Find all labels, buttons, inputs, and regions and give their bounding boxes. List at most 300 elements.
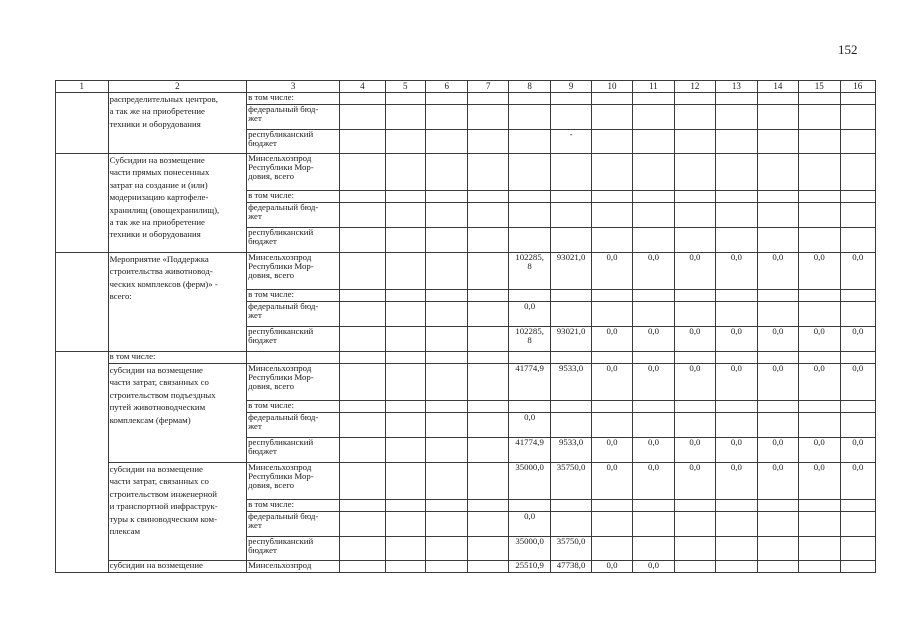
header-row [56, 81, 876, 93]
cell-source: федеральный бюд- жет [247, 105, 340, 130]
cell-value-col-6 [426, 203, 468, 228]
cell-value-col-15 [799, 500, 840, 512]
cell-value-col-4 [340, 500, 385, 512]
cell-value-col-16: 0,0 [840, 364, 875, 401]
table-row [56, 561, 876, 573]
cell-value-col-15 [799, 130, 840, 154]
cell-value-col-6 [426, 290, 468, 302]
cell-source: в том числе: [247, 93, 340, 105]
cell-value-col-16 [840, 105, 875, 130]
cell-value-col-4 [340, 130, 385, 154]
cell-value-col-13: 0,0 [716, 438, 757, 463]
cell-value-col-6 [426, 352, 468, 364]
cell-value-col-16 [840, 500, 875, 512]
cell-description: распределительных центров, а так же на приобретение техники и оборудования [108, 93, 247, 154]
column-header: 16 [840, 81, 875, 93]
cell-value-col-15 [799, 105, 840, 130]
cell-value-col-8: 35000,0 [508, 463, 550, 500]
cell-value-col-5 [385, 154, 425, 191]
cell-value-col-15 [799, 228, 840, 253]
cell-number [56, 253, 109, 352]
cell-value-col-9 [551, 290, 591, 302]
cell-value-col-9 [551, 413, 591, 438]
cell-value-col-15: 0,0 [799, 327, 840, 352]
cell-value-col-12 [674, 500, 715, 512]
cell-value-col-13 [716, 191, 757, 203]
cell-value-col-8 [508, 290, 550, 302]
cell-value-col-4 [340, 401, 385, 413]
cell-value-col-10: 0,0 [591, 463, 632, 500]
cell-value-col-14 [757, 512, 798, 537]
cell-value-col-12 [674, 302, 715, 327]
cell-value-col-6 [426, 130, 468, 154]
cell-source: республиканский бюджет [247, 327, 340, 352]
cell-value-col-5 [385, 105, 425, 130]
cell-value-col-15 [799, 154, 840, 191]
cell-value-col-12 [674, 228, 715, 253]
cell-value-col-6 [426, 191, 468, 203]
cell-value-col-16 [840, 537, 875, 561]
cell-value-col-8: 25510,9 [508, 561, 550, 573]
cell-source: Минсельхозпрод [247, 561, 340, 573]
cell-value-col-7 [468, 228, 508, 253]
cell-value-col-11: 0,0 [633, 463, 674, 500]
cell-value-col-5 [385, 413, 425, 438]
cell-value-col-5 [385, 327, 425, 352]
cell-value-col-9 [551, 154, 591, 191]
cell-value-col-14 [757, 191, 798, 203]
column-header: 11 [633, 81, 674, 93]
cell-source: республиканский бюджет [247, 438, 340, 463]
cell-source: в том числе: [247, 500, 340, 512]
cell-value-col-4 [340, 253, 385, 290]
cell-value-col-15 [799, 290, 840, 302]
cell-value-col-11: 0,0 [633, 364, 674, 401]
column-header: 4 [340, 81, 385, 93]
cell-value-col-7 [468, 327, 508, 352]
cell-value-col-11: 0,0 [633, 561, 674, 573]
cell-value-col-16 [840, 93, 875, 105]
cell-value-col-15 [799, 203, 840, 228]
cell-source: республиканский бюджет [247, 537, 340, 561]
cell-value-col-8 [508, 93, 550, 105]
cell-value-col-7 [468, 401, 508, 413]
table-row [56, 253, 876, 290]
cell-value-col-9: 9533,0 [551, 438, 591, 463]
cell-value-col-5 [385, 512, 425, 537]
cell-value-col-8 [508, 401, 550, 413]
cell-source: Минсельхозпрод Республики Мор- довия, всего [247, 364, 340, 401]
cell-value-col-7 [468, 203, 508, 228]
cell-value-col-13: 0,0 [716, 364, 757, 401]
cell-value-col-12: 0,0 [674, 463, 715, 500]
table-row [56, 463, 876, 500]
cell-value-col-7 [468, 290, 508, 302]
cell-value-col-12 [674, 93, 715, 105]
cell-description: субсидии на возмещение части затрат, связанных со строительством подъездных путей животноводческим комплексам (фермам) [108, 364, 247, 463]
cell-source: Минсельхозпрод Республики Мор- довия, всего [247, 253, 340, 290]
cell-value-col-8: 41774,9 [508, 438, 550, 463]
column-header: 12 [674, 81, 715, 93]
cell-value-col-14 [757, 413, 798, 438]
cell-value-col-8: 0,0 [508, 512, 550, 537]
cell-value-col-15 [799, 401, 840, 413]
cell-value-col-12 [674, 401, 715, 413]
cell-value-col-16 [840, 561, 875, 573]
cell-value-col-14 [757, 154, 798, 191]
column-header: 7 [468, 81, 508, 93]
column-header: 15 [799, 81, 840, 93]
cell-value-col-6 [426, 253, 468, 290]
cell-value-col-5 [385, 191, 425, 203]
cell-value-col-6 [426, 401, 468, 413]
cell-value-col-11 [633, 290, 674, 302]
cell-value-col-5 [385, 401, 425, 413]
cell-description: субсидии на возмещение [108, 561, 247, 573]
cell-value-col-12 [674, 512, 715, 537]
cell-value-col-11 [633, 352, 674, 364]
cell-value-col-5 [385, 438, 425, 463]
cell-value-col-16 [840, 130, 875, 154]
cell-value-col-14 [757, 228, 798, 253]
cell-value-col-8 [508, 228, 550, 253]
cell-value-col-4 [340, 413, 385, 438]
cell-value-col-9 [551, 302, 591, 327]
cell-value-col-6 [426, 93, 468, 105]
column-header: 3 [247, 81, 340, 93]
cell-value-col-4 [340, 228, 385, 253]
cell-value-col-13 [716, 154, 757, 191]
cell-value-col-7 [468, 413, 508, 438]
column-header: 10 [591, 81, 632, 93]
cell-value-col-15 [799, 512, 840, 537]
cell-value-col-6 [426, 500, 468, 512]
cell-value-col-4 [340, 438, 385, 463]
column-header: 6 [426, 81, 468, 93]
cell-value-col-10 [591, 352, 632, 364]
cell-value-col-16 [840, 512, 875, 537]
cell-value-col-9 [551, 352, 591, 364]
cell-value-col-11: 0,0 [633, 327, 674, 352]
cell-value-col-16 [840, 191, 875, 203]
cell-source: республиканский бюджет [247, 130, 340, 154]
cell-value-col-10 [591, 302, 632, 327]
cell-value-col-8 [508, 130, 550, 154]
cell-value-col-16 [840, 290, 875, 302]
budget-table [55, 80, 876, 573]
cell-value-col-16: 0,0 [840, 438, 875, 463]
cell-source: республиканский бюджет [247, 228, 340, 253]
cell-source: в том числе: [247, 290, 340, 302]
cell-value-col-8 [508, 352, 550, 364]
cell-description: Субсидии на возмещение части прямых понесенных затрат на создание и (или) модернизацию картофеле- хранилищ (овощехранилищ), а так же на приобретение техники и оборудования [108, 154, 247, 253]
cell-value-col-13 [716, 537, 757, 561]
cell-value-col-4 [340, 154, 385, 191]
cell-source: Минсельхозпрод Республики Мор- довия, всего [247, 154, 340, 191]
cell-value-col-6 [426, 438, 468, 463]
cell-value-col-15 [799, 537, 840, 561]
cell-value-col-5 [385, 561, 425, 573]
cell-value-col-9 [551, 512, 591, 537]
cell-value-col-12 [674, 130, 715, 154]
cell-number [56, 352, 109, 573]
cell-value-col-9 [551, 401, 591, 413]
cell-value-col-5 [385, 500, 425, 512]
cell-value-col-11 [633, 302, 674, 327]
cell-value-col-5 [385, 352, 425, 364]
cell-source: федеральный бюд- жет [247, 512, 340, 537]
cell-value-col-9: 93021,0 [551, 253, 591, 290]
cell-value-col-5 [385, 130, 425, 154]
cell-value-col-8: 102285, 8 [508, 327, 550, 352]
cell-value-col-16 [840, 413, 875, 438]
cell-value-col-15 [799, 302, 840, 327]
cell-value-col-13 [716, 93, 757, 105]
column-header: 8 [508, 81, 550, 93]
cell-value-col-8 [508, 203, 550, 228]
cell-value-col-10: 0,0 [591, 561, 632, 573]
cell-value-col-13 [716, 228, 757, 253]
cell-value-col-16 [840, 154, 875, 191]
cell-value-col-9: 9533,0 [551, 364, 591, 401]
cell-value-col-7 [468, 253, 508, 290]
cell-value-col-13 [716, 413, 757, 438]
cell-value-col-10: 0,0 [591, 438, 632, 463]
cell-value-col-12: 0,0 [674, 327, 715, 352]
cell-source: Минсельхозпрод Республики Мор- довия, всего [247, 463, 340, 500]
cell-value-col-14: 0,0 [757, 438, 798, 463]
cell-value-col-10 [591, 105, 632, 130]
cell-value-col-7 [468, 93, 508, 105]
cell-value-col-10 [591, 228, 632, 253]
cell-value-col-13 [716, 130, 757, 154]
cell-value-col-11: 0,0 [633, 438, 674, 463]
cell-value-col-14: 0,0 [757, 364, 798, 401]
cell-value-col-11 [633, 93, 674, 105]
cell-value-col-4 [340, 537, 385, 561]
cell-value-col-9 [551, 93, 591, 105]
column-header: 14 [757, 81, 798, 93]
cell-value-col-14: 0,0 [757, 253, 798, 290]
cell-value-col-15: 0,0 [799, 364, 840, 401]
cell-value-col-14 [757, 500, 798, 512]
cell-value-col-14 [757, 537, 798, 561]
cell-value-col-10 [591, 500, 632, 512]
cell-value-col-13 [716, 500, 757, 512]
cell-value-col-5 [385, 463, 425, 500]
cell-value-col-7 [468, 302, 508, 327]
cell-value-col-6 [426, 105, 468, 130]
cell-value-col-12: 0,0 [674, 253, 715, 290]
cell-value-col-13 [716, 352, 757, 364]
cell-value-col-4 [340, 302, 385, 327]
cell-value-col-13 [716, 401, 757, 413]
cell-value-col-12 [674, 191, 715, 203]
cell-value-col-13 [716, 561, 757, 573]
column-header: 2 [108, 81, 247, 93]
cell-value-col-7 [468, 463, 508, 500]
cell-value-col-9: 93021,0 [551, 327, 591, 352]
table-row [56, 352, 876, 364]
column-header: 1 [56, 81, 109, 93]
cell-number [56, 93, 109, 154]
cell-value-col-11 [633, 191, 674, 203]
cell-value-col-15 [799, 191, 840, 203]
cell-value-col-11 [633, 130, 674, 154]
cell-value-col-7 [468, 105, 508, 130]
cell-value-col-4 [340, 203, 385, 228]
cell-value-col-6 [426, 561, 468, 573]
cell-value-col-6 [426, 413, 468, 438]
cell-value-col-4 [340, 191, 385, 203]
cell-value-col-10 [591, 413, 632, 438]
cell-value-col-16 [840, 228, 875, 253]
cell-value-col-13 [716, 105, 757, 130]
cell-value-col-7 [468, 352, 508, 364]
cell-value-col-10 [591, 93, 632, 105]
cell-value-col-7 [468, 130, 508, 154]
cell-value-col-12 [674, 413, 715, 438]
cell-value-col-5 [385, 203, 425, 228]
cell-value-col-14 [757, 302, 798, 327]
cell-value-col-4 [340, 463, 385, 500]
cell-value-col-7 [468, 537, 508, 561]
cell-value-col-12 [674, 537, 715, 561]
cell-source: в том числе: [247, 401, 340, 413]
cell-value-col-8: 41774,9 [508, 364, 550, 401]
cell-value-col-11 [633, 228, 674, 253]
cell-value-col-12 [674, 290, 715, 302]
cell-value-col-6 [426, 512, 468, 537]
page-number: 152 [838, 42, 858, 57]
cell-value-col-6 [426, 364, 468, 401]
cell-value-col-10 [591, 130, 632, 154]
cell-value-col-8: 0,0 [508, 302, 550, 327]
cell-value-col-8 [508, 105, 550, 130]
cell-value-col-13 [716, 203, 757, 228]
cell-value-col-14: 0,0 [757, 463, 798, 500]
cell-value-col-14 [757, 93, 798, 105]
cell-value-col-14: 0,0 [757, 327, 798, 352]
cell-value-col-9: 35750,0 [551, 537, 591, 561]
cell-value-col-8: 102285, 8 [508, 253, 550, 290]
cell-value-col-11 [633, 105, 674, 130]
cell-value-col-14 [757, 130, 798, 154]
cell-value-col-5 [385, 537, 425, 561]
cell-value-col-9 [551, 191, 591, 203]
cell-value-col-15 [799, 561, 840, 573]
cell-value-col-10 [591, 401, 632, 413]
cell-value-col-10: 0,0 [591, 364, 632, 401]
cell-value-col-15 [799, 352, 840, 364]
table-row [56, 154, 876, 191]
cell-number [56, 154, 109, 253]
cell-value-col-9 [551, 203, 591, 228]
cell-value-col-4 [340, 352, 385, 364]
table-row [56, 364, 876, 401]
cell-value-col-6 [426, 154, 468, 191]
cell-value-col-15 [799, 413, 840, 438]
cell-value-col-14 [757, 290, 798, 302]
cell-value-col-15: 0,0 [799, 438, 840, 463]
cell-value-col-16: 0,0 [840, 463, 875, 500]
cell-description: Мероприятие «Поддержка строительства животновод- ческих комплексов (ферм)» - всего: [108, 253, 247, 352]
cell-value-col-6 [426, 228, 468, 253]
cell-value-col-14 [757, 203, 798, 228]
cell-value-col-11 [633, 154, 674, 191]
cell-description: субсидии на возмещение части затрат, связанных со строительством инженерной и транспортной инфраструк- туры к свиноводческим ком- плексам [108, 463, 247, 561]
cell-value-col-12 [674, 154, 715, 191]
cell-value-col-7 [468, 364, 508, 401]
cell-value-col-9 [551, 228, 591, 253]
cell-value-col-5 [385, 93, 425, 105]
cell-value-col-11 [633, 203, 674, 228]
cell-value-col-14 [757, 401, 798, 413]
cell-value-col-9 [551, 500, 591, 512]
cell-value-col-11 [633, 500, 674, 512]
cell-value-col-7 [468, 438, 508, 463]
cell-value-col-10 [591, 512, 632, 537]
cell-value-col-16: 0,0 [840, 253, 875, 290]
cell-value-col-13 [716, 512, 757, 537]
cell-value-col-7 [468, 154, 508, 191]
cell-value-col-10: 0,0 [591, 327, 632, 352]
column-header: 9 [551, 81, 591, 93]
cell-value-col-13 [716, 290, 757, 302]
cell-value-col-6 [426, 327, 468, 352]
cell-value-col-8 [508, 191, 550, 203]
table-row [56, 93, 876, 105]
cell-value-col-16 [840, 401, 875, 413]
column-header: 13 [716, 81, 757, 93]
cell-value-col-12: 0,0 [674, 438, 715, 463]
cell-source: федеральный бюд- жет [247, 302, 340, 327]
cell-value-col-11: 0,0 [633, 253, 674, 290]
cell-value-col-4 [340, 105, 385, 130]
cell-value-col-8 [508, 500, 550, 512]
cell-value-col-5 [385, 364, 425, 401]
cell-value-col-7 [468, 191, 508, 203]
cell-value-col-12 [674, 203, 715, 228]
cell-value-col-14 [757, 105, 798, 130]
cell-value-col-12 [674, 352, 715, 364]
cell-value-col-8: 0,0 [508, 413, 550, 438]
cell-value-col-11 [633, 537, 674, 561]
cell-value-col-10 [591, 537, 632, 561]
cell-value-col-5 [385, 290, 425, 302]
cell-value-col-6 [426, 537, 468, 561]
cell-value-col-16 [840, 352, 875, 364]
cell-value-col-5 [385, 302, 425, 327]
cell-description: в том числе: [108, 352, 247, 364]
cell-value-col-10 [591, 203, 632, 228]
column-header: 5 [385, 81, 425, 93]
cell-value-col-4 [340, 290, 385, 302]
cell-value-col-13: 0,0 [716, 463, 757, 500]
cell-value-col-4 [340, 512, 385, 537]
cell-source: федеральный бюд- жет [247, 203, 340, 228]
cell-value-col-4 [340, 93, 385, 105]
cell-value-col-15: 0,0 [799, 253, 840, 290]
cell-value-col-9: - [551, 130, 591, 154]
cell-value-col-8 [508, 154, 550, 191]
cell-source [247, 352, 340, 364]
cell-value-col-15: 0,0 [799, 463, 840, 500]
cell-value-col-13: 0,0 [716, 327, 757, 352]
cell-value-col-10 [591, 191, 632, 203]
cell-value-col-14 [757, 352, 798, 364]
cell-value-col-10 [591, 154, 632, 191]
